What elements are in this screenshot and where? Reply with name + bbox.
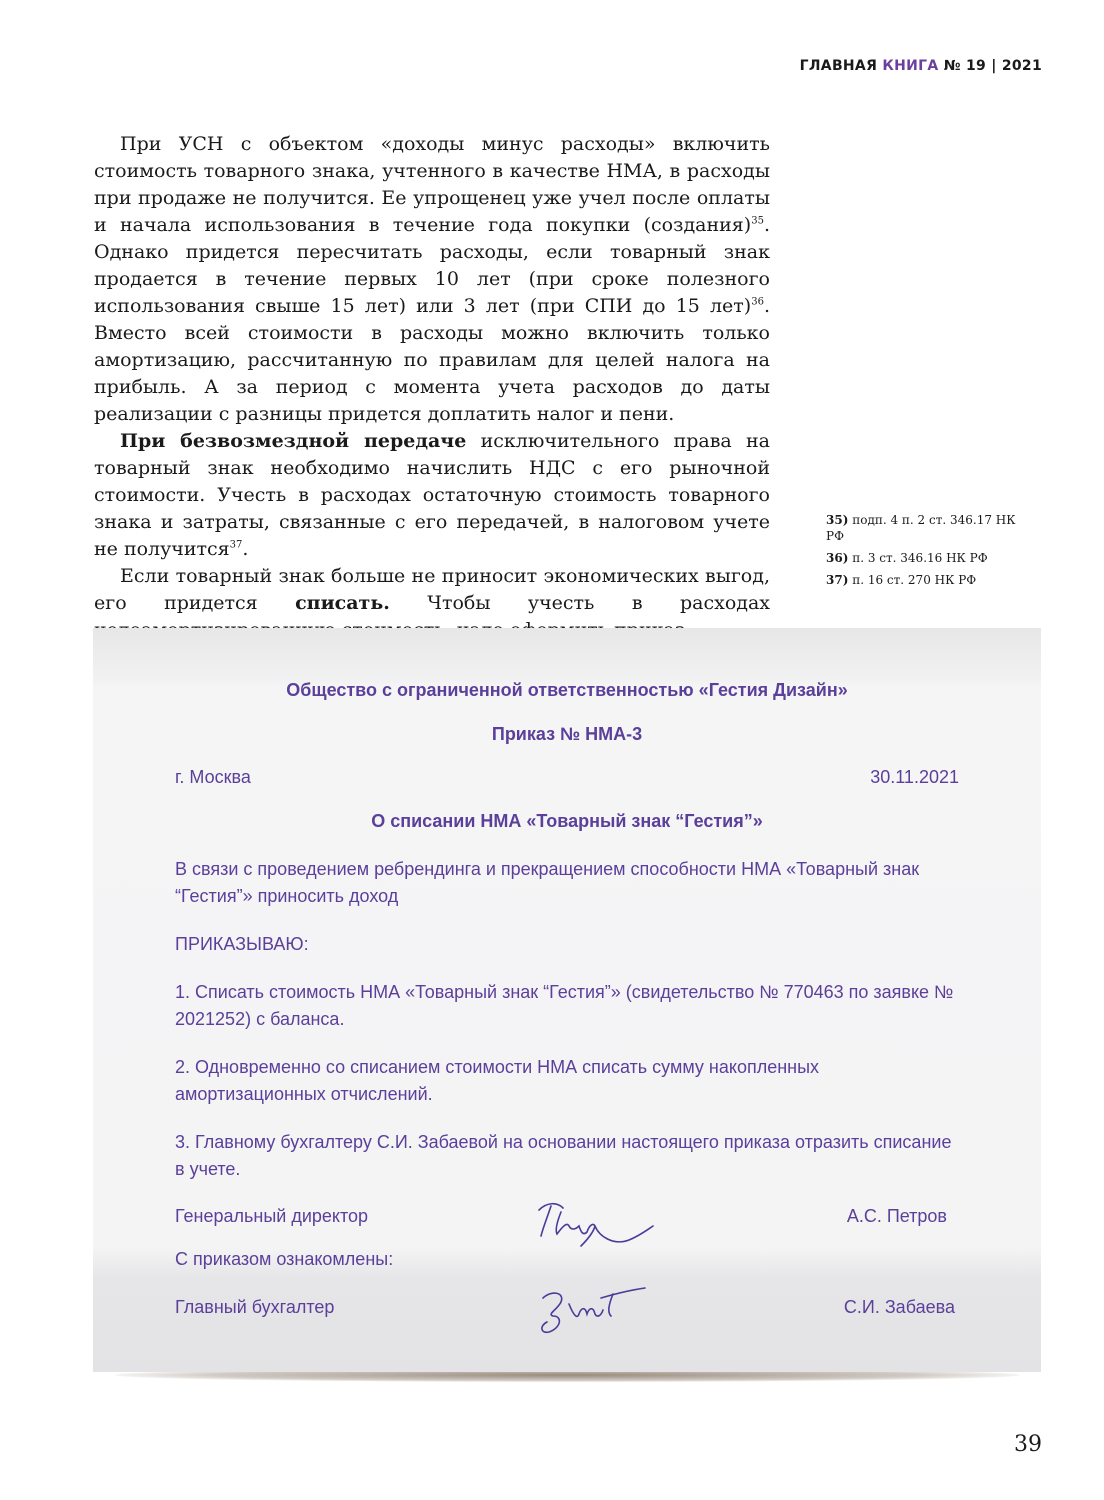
footnote-37: 37) п. 16 ст. 270 НК РФ [826, 573, 977, 587]
paragraph-free-transfer: При безвозмездной передаче исключительного права на товарный знак необходимо начислить НДС с его рыночной стоимости. Учесть в расходах остаточную стоимость товарного знака и затраты, связанные с его передачей, в налоговом учете не получится$^{37}$. [94, 430, 770, 560]
footnote-ref-36[interactable]: 36 [751, 296, 764, 308]
magazine-name-accent: КНИГА [882, 58, 939, 74]
order-item-1: 1. Списать стоимость НМА «Товарный знак “Гестия”» (свидетельство № 770463 по заявке № 2021252) с баланса. [175, 982, 954, 1029]
footnote-ref-35[interactable]: 35 [751, 215, 764, 227]
paragraph-usn: При УСН с объектом «доходы минус расходы» включить стоимость товарного знака, учтенного в качестве НМА, в расходы при продаже не получится. Ее упрощенец уже учел после оплаты и начала использования в течение года покупки (создания)$^{35}$. Однако придется пересчитать расходы, если товарный знак продается в течение первых 10 лет (при сроке полезного использования свыше 15 лет) или 3 лет (при СПИ до 15 лет)$^{36}$. Вместо всей стоимости в расходы можно включить только амортизацию, рассчитанную по правилам для целей налога на прибыль. А за период с момента учета расходов до даты реализации с разницы придется доплатить налог и пени. [94, 133, 770, 425]
accountant-name: С.И. Забаева [843, 1297, 955, 1317]
order-command-word: ПРИКАЗЫВАЮ: [175, 934, 309, 954]
footnotes [826, 512, 1026, 594]
footnote-36: 36) п. 3 ст. 346.16 НК РФ [826, 551, 988, 565]
footnote-35: 35) подп. 4 п. 2 ст. 346.17 НК РФ [826, 513, 1016, 543]
footnote-ref-37[interactable]: 37 [229, 539, 243, 551]
accountant-signature [535, 1284, 650, 1336]
director-name: А.С. Петров [846, 1206, 947, 1226]
magazine-name: ГЛАВНАЯ [799, 58, 878, 74]
accountant-title: Главный бухгалтер [175, 1297, 335, 1317]
order-city: г. Москва [175, 767, 251, 787]
director-signature [533, 1196, 658, 1252]
order-item-2: 2. Одновременно со списанием стоимости НМА списать сумму накопленных амортизационных отчислений. [175, 1057, 820, 1104]
company-name: Общество с ограниченной ответственностью «Гестия Дизайн» [286, 680, 848, 700]
order-item-3: 3. Главному бухгалтеру С.И. Забаевой на основании настоящего приказа отразить списание в учете. [175, 1132, 952, 1179]
running-header [800, 58, 1042, 74]
order-date: 30.11.2021 [870, 767, 959, 787]
article-body [94, 131, 770, 644]
order-document [93, 628, 1041, 1372]
issue-number: № 19 | 2021 [943, 58, 1042, 74]
page-number: 39 [1014, 1432, 1042, 1457]
order-title: Приказ № НМА-3 [491, 724, 643, 744]
paragraph-write-off: Если товарный знак больше не приносит экономических выгод, его придется списать. Чтобы учесть в расходах [94, 565, 770, 614]
acquainted-label: С приказом ознакомлены: [175, 1249, 394, 1269]
order-subject: О списании НМА «Товарный знак “Гестия”» [371, 811, 763, 831]
director-title: Генеральный директор [175, 1206, 369, 1226]
order-reason: В связи с проведением ребрендинга и прекращением способности НМА «Товарный знак “Гестия”» приносить доход [175, 859, 920, 906]
